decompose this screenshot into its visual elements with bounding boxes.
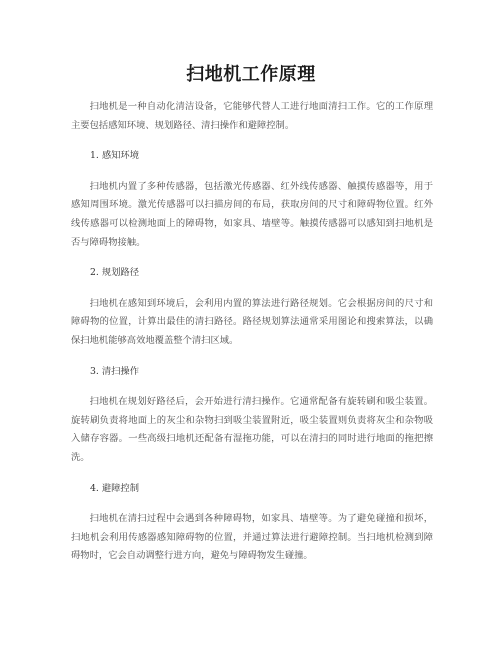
intro-paragraph: 扫地机是一种自动化清洁设备，它能够代替人工进行地面清扫工作。它的工作原理主要包括感知环境、规划路径、清扫操作和避障控制。 xyxy=(71,101,433,131)
spacer xyxy=(71,252,433,264)
section-body-4: 扫地机在清扫过程中会遇到各种障碍物，如家具、墙壁等。为了避免碰撞和损坏，扫地机会利用传感器感知障碍物的位置，并通过算法进行避障控制。当扫地机检测到障碍物时，它会自动调整行进方向，避免与障碍物发生碰撞。 xyxy=(71,513,433,562)
spacer xyxy=(71,283,433,295)
section-heading-2: 2. 规划路径 xyxy=(90,267,140,279)
document-title: 扫地机工作原理 xyxy=(186,64,316,85)
spacer xyxy=(71,381,433,393)
section-heading-4: 4. 避障控制 xyxy=(90,482,140,494)
section-heading-3: 3. 清扫操作 xyxy=(90,365,140,377)
section-body-2: 扫地机在感知到环境后，会利用内置的算法进行路径规划。它会根据房间的尺寸和障碍物的位置，计算出最佳的清扫路径。路径规划算法通常采用图论和搜索算法，以确保扫地机能够高效地覆盖整个清扫区域。 xyxy=(71,297,433,346)
spacer xyxy=(71,498,433,510)
section-heading-1: 1. 感知环境 xyxy=(90,150,140,162)
document-body xyxy=(71,98,433,566)
spacer xyxy=(71,468,433,480)
section-body-3: 扫地机在规划好路径后，会开始进行清扫操作。它通常配备有旋转刷和吸尘装置。旋转刷负责将地面上的灰尘和杂物扫到吸尘装置附近，吸尘装置则负责将灰尘和杂物吸入储存容器。一些高级扫地机还配备有湿拖功能，可以在清扫的同时进行地面的拖把擦洗。 xyxy=(71,396,433,463)
spacer xyxy=(71,166,433,178)
spacer xyxy=(71,351,433,363)
section-body-1: 扫地机内置了多种传感器，包括激光传感器、红外线传感器、触摸传感器等，用于感知周围环境。激光传感器可以扫描房间的布局，获取房间的尺寸和障碍物位置。红外线传感器可以检测地面上的障碍物，如家具、墙壁等。触摸传感器可以感知到扫地机是否与障碍物接触。 xyxy=(71,180,433,248)
spacer xyxy=(71,135,433,147)
